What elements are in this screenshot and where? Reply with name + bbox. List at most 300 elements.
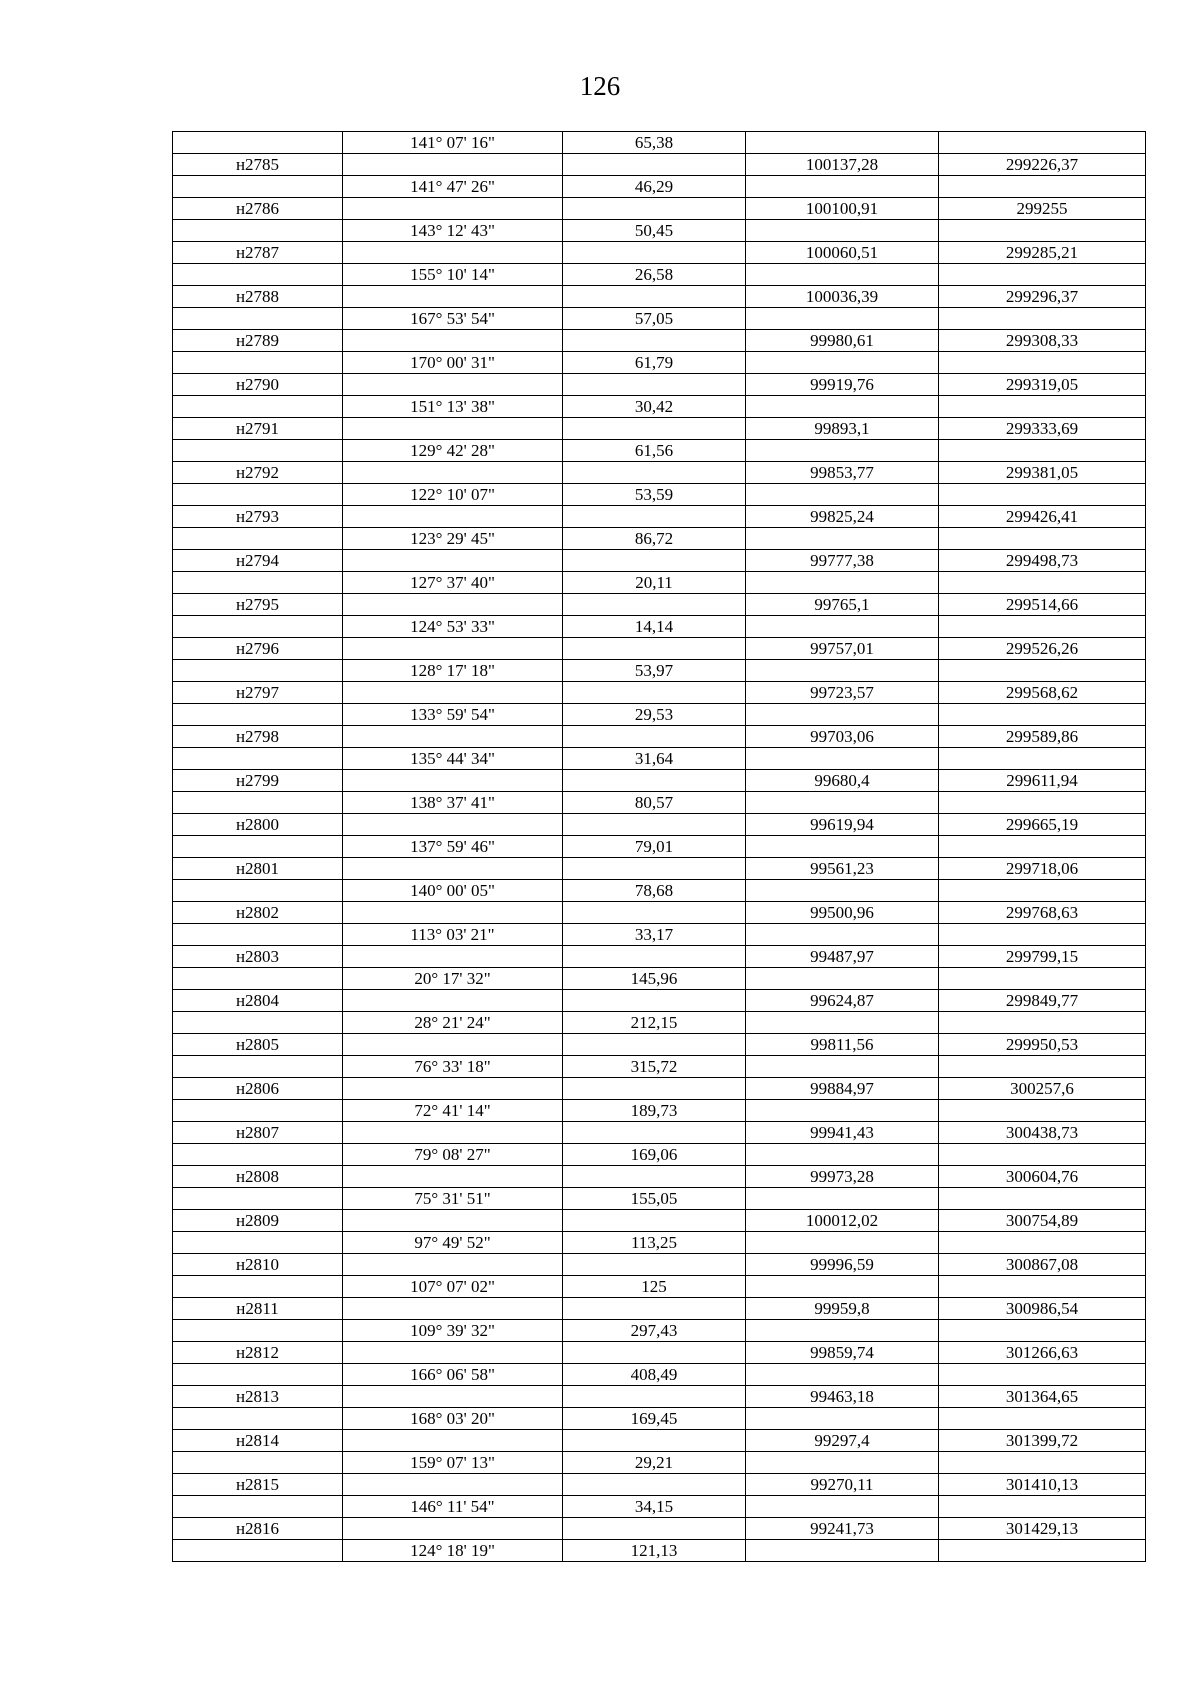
point-name-cell	[173, 220, 343, 242]
y-coordinate-cell: 299255	[939, 198, 1146, 220]
distance-cell: 212,15	[563, 1012, 746, 1034]
page-number: 126	[579, 71, 621, 101]
direction-angle-cell	[343, 1034, 563, 1056]
distance-cell: 78,68	[563, 880, 746, 902]
direction-angle-cell	[343, 1078, 563, 1100]
table-row	[173, 1100, 1146, 1122]
x-coordinate-cell	[746, 880, 939, 902]
point-name-cell	[173, 880, 343, 902]
table-row	[173, 1122, 1146, 1144]
point-name-cell	[173, 1056, 343, 1078]
point-name-cell: н2807	[173, 1122, 343, 1144]
point-name-cell: н2806	[173, 1078, 343, 1100]
table-row	[173, 990, 1146, 1012]
x-coordinate-cell: 99825,24	[746, 506, 939, 528]
direction-angle-cell: 159° 07' 13"	[343, 1452, 563, 1474]
x-coordinate-cell	[746, 528, 939, 550]
distance-cell	[563, 1166, 746, 1188]
distance-cell: 121,13	[563, 1540, 746, 1562]
y-coordinate-cell	[939, 880, 1146, 902]
distance-cell	[563, 1474, 746, 1496]
direction-angle-cell	[343, 726, 563, 748]
y-coordinate-cell: 300754,89	[939, 1210, 1146, 1232]
point-name-cell: н2814	[173, 1430, 343, 1452]
direction-angle-cell	[343, 242, 563, 264]
distance-cell: 53,97	[563, 660, 746, 682]
distance-cell: 33,17	[563, 924, 746, 946]
distance-cell: 189,73	[563, 1100, 746, 1122]
point-name-cell	[173, 1496, 343, 1518]
point-name-cell	[173, 352, 343, 374]
x-coordinate-cell: 99561,23	[746, 858, 939, 880]
y-coordinate-cell	[939, 484, 1146, 506]
direction-angle-cell: 167° 53' 54"	[343, 308, 563, 330]
direction-angle-cell: 140° 00' 05"	[343, 880, 563, 902]
table-row	[173, 286, 1146, 308]
x-coordinate-cell	[746, 1144, 939, 1166]
direction-angle-cell: 138° 37' 41"	[343, 792, 563, 814]
x-coordinate-cell	[746, 308, 939, 330]
point-name-cell	[173, 572, 343, 594]
x-coordinate-cell: 99859,74	[746, 1342, 939, 1364]
x-coordinate-cell	[746, 1540, 939, 1562]
point-name-cell	[173, 616, 343, 638]
table-row	[173, 902, 1146, 924]
y-coordinate-cell	[939, 352, 1146, 374]
y-coordinate-cell	[939, 704, 1146, 726]
table-row	[173, 528, 1146, 550]
y-coordinate-cell	[939, 1320, 1146, 1342]
distance-cell: 20,11	[563, 572, 746, 594]
point-name-cell: н2813	[173, 1386, 343, 1408]
x-coordinate-cell	[746, 660, 939, 682]
distance-cell	[563, 1078, 746, 1100]
table-row	[173, 1496, 1146, 1518]
point-name-cell	[173, 1320, 343, 1342]
table-row	[173, 506, 1146, 528]
point-name-cell: н2798	[173, 726, 343, 748]
direction-angle-cell: 122° 10' 07"	[343, 484, 563, 506]
point-name-cell	[173, 1100, 343, 1122]
point-name-cell	[173, 1188, 343, 1210]
point-name-cell: н2805	[173, 1034, 343, 1056]
x-coordinate-cell: 99270,11	[746, 1474, 939, 1496]
y-coordinate-cell: 299296,37	[939, 286, 1146, 308]
direction-angle-cell	[343, 154, 563, 176]
y-coordinate-cell	[939, 660, 1146, 682]
x-coordinate-cell: 99487,97	[746, 946, 939, 968]
x-coordinate-cell: 99619,94	[746, 814, 939, 836]
table-row	[173, 1276, 1146, 1298]
coordinates-table	[172, 131, 1146, 1562]
distance-cell	[563, 198, 746, 220]
direction-angle-cell	[343, 990, 563, 1012]
point-name-cell: н2787	[173, 242, 343, 264]
y-coordinate-cell	[939, 572, 1146, 594]
y-coordinate-cell	[939, 616, 1146, 638]
x-coordinate-cell	[746, 1364, 939, 1386]
direction-angle-cell	[343, 638, 563, 660]
y-coordinate-cell	[939, 924, 1146, 946]
y-coordinate-cell: 299611,94	[939, 770, 1146, 792]
y-coordinate-cell: 300986,54	[939, 1298, 1146, 1320]
x-coordinate-cell	[746, 176, 939, 198]
y-coordinate-cell: 299498,73	[939, 550, 1146, 572]
y-coordinate-cell: 301410,13	[939, 1474, 1146, 1496]
x-coordinate-cell	[746, 264, 939, 286]
table-row	[173, 682, 1146, 704]
table-row	[173, 1012, 1146, 1034]
x-coordinate-cell	[746, 748, 939, 770]
distance-cell	[563, 550, 746, 572]
direction-angle-cell	[343, 198, 563, 220]
x-coordinate-cell	[746, 1408, 939, 1430]
x-coordinate-cell: 99757,01	[746, 638, 939, 660]
y-coordinate-cell	[939, 1496, 1146, 1518]
point-name-cell: н2811	[173, 1298, 343, 1320]
x-coordinate-cell	[746, 1056, 939, 1078]
point-name-cell: н2790	[173, 374, 343, 396]
x-coordinate-cell: 99241,73	[746, 1518, 939, 1540]
point-name-cell	[173, 660, 343, 682]
distance-cell: 113,25	[563, 1232, 746, 1254]
distance-cell: 145,96	[563, 968, 746, 990]
y-coordinate-cell	[939, 1408, 1146, 1430]
distance-cell	[563, 374, 746, 396]
distance-cell: 80,57	[563, 792, 746, 814]
y-coordinate-cell: 299285,21	[939, 242, 1146, 264]
distance-cell	[563, 462, 746, 484]
distance-cell	[563, 330, 746, 352]
direction-angle-cell: 107° 07' 02"	[343, 1276, 563, 1298]
x-coordinate-cell	[746, 132, 939, 154]
distance-cell: 30,42	[563, 396, 746, 418]
y-coordinate-cell: 300867,08	[939, 1254, 1146, 1276]
direction-angle-cell: 28° 21' 24"	[343, 1012, 563, 1034]
direction-angle-cell	[343, 506, 563, 528]
distance-cell: 34,15	[563, 1496, 746, 1518]
direction-angle-cell: 170° 00' 31"	[343, 352, 563, 374]
direction-angle-cell	[343, 1166, 563, 1188]
distance-cell: 53,59	[563, 484, 746, 506]
x-coordinate-cell: 99853,77	[746, 462, 939, 484]
table-row	[173, 814, 1146, 836]
distance-cell: 31,64	[563, 748, 746, 770]
table-row	[173, 836, 1146, 858]
direction-angle-cell	[343, 1254, 563, 1276]
x-coordinate-cell: 99463,18	[746, 1386, 939, 1408]
x-coordinate-cell: 99959,8	[746, 1298, 939, 1320]
y-coordinate-cell	[939, 836, 1146, 858]
table-row	[173, 176, 1146, 198]
point-name-cell: н2803	[173, 946, 343, 968]
distance-cell: 169,06	[563, 1144, 746, 1166]
point-name-cell: н2791	[173, 418, 343, 440]
direction-angle-cell	[343, 682, 563, 704]
distance-cell: 50,45	[563, 220, 746, 242]
y-coordinate-cell: 299718,06	[939, 858, 1146, 880]
x-coordinate-cell: 99811,56	[746, 1034, 939, 1056]
table-row	[173, 748, 1146, 770]
direction-angle-cell: 151° 13' 38"	[343, 396, 563, 418]
direction-angle-cell: 123° 29' 45"	[343, 528, 563, 550]
table-row	[173, 264, 1146, 286]
direction-angle-cell: 143° 12' 43"	[343, 220, 563, 242]
direction-angle-cell	[343, 1298, 563, 1320]
table-row	[173, 242, 1146, 264]
direction-angle-cell: 109° 39' 32"	[343, 1320, 563, 1342]
direction-angle-cell	[343, 1386, 563, 1408]
distance-cell: 29,21	[563, 1452, 746, 1474]
y-coordinate-cell: 299319,05	[939, 374, 1146, 396]
y-coordinate-cell	[939, 396, 1146, 418]
table-row	[173, 704, 1146, 726]
y-coordinate-cell: 299514,66	[939, 594, 1146, 616]
direction-angle-cell	[343, 374, 563, 396]
y-coordinate-cell: 299665,19	[939, 814, 1146, 836]
direction-angle-cell: 124° 18' 19"	[343, 1540, 563, 1562]
point-name-cell: н2812	[173, 1342, 343, 1364]
table-row	[173, 726, 1146, 748]
distance-cell: 155,05	[563, 1188, 746, 1210]
coordinates-table-body	[173, 132, 1146, 1562]
distance-cell	[563, 286, 746, 308]
direction-angle-cell	[343, 330, 563, 352]
x-coordinate-cell	[746, 968, 939, 990]
direction-angle-cell: 133° 59' 54"	[343, 704, 563, 726]
y-coordinate-cell	[939, 176, 1146, 198]
distance-cell	[563, 506, 746, 528]
table-row	[173, 1188, 1146, 1210]
direction-angle-cell: 97° 49' 52"	[343, 1232, 563, 1254]
direction-angle-cell	[343, 902, 563, 924]
table-row	[173, 880, 1146, 902]
table-row	[173, 1540, 1146, 1562]
table-row	[173, 858, 1146, 880]
x-coordinate-cell	[746, 1496, 939, 1518]
table-row	[173, 132, 1146, 154]
point-name-cell	[173, 484, 343, 506]
direction-angle-cell: 128° 17' 18"	[343, 660, 563, 682]
y-coordinate-cell: 299589,86	[939, 726, 1146, 748]
direction-angle-cell: 141° 07' 16"	[343, 132, 563, 154]
table-row	[173, 220, 1146, 242]
x-coordinate-cell: 99500,96	[746, 902, 939, 924]
point-name-cell	[173, 1408, 343, 1430]
distance-cell: 297,43	[563, 1320, 746, 1342]
distance-cell: 29,53	[563, 704, 746, 726]
table-row	[173, 770, 1146, 792]
y-coordinate-cell: 300438,73	[939, 1122, 1146, 1144]
distance-cell	[563, 902, 746, 924]
table-row	[173, 1232, 1146, 1254]
table-row	[173, 374, 1146, 396]
point-name-cell	[173, 396, 343, 418]
x-coordinate-cell	[746, 616, 939, 638]
direction-angle-cell: 20° 17' 32"	[343, 968, 563, 990]
distance-cell	[563, 682, 746, 704]
x-coordinate-cell: 99980,61	[746, 330, 939, 352]
y-coordinate-cell	[939, 1232, 1146, 1254]
y-coordinate-cell: 301364,65	[939, 1386, 1146, 1408]
point-name-cell	[173, 1012, 343, 1034]
x-coordinate-cell: 99680,4	[746, 770, 939, 792]
y-coordinate-cell: 299526,26	[939, 638, 1146, 660]
table-row	[173, 638, 1146, 660]
x-coordinate-cell	[746, 396, 939, 418]
point-name-cell: н2799	[173, 770, 343, 792]
y-coordinate-cell: 300604,76	[939, 1166, 1146, 1188]
direction-angle-cell: 146° 11' 54"	[343, 1496, 563, 1518]
point-name-cell	[173, 1540, 343, 1562]
table-row	[173, 1386, 1146, 1408]
table-row	[173, 946, 1146, 968]
point-name-cell	[173, 748, 343, 770]
x-coordinate-cell: 99703,06	[746, 726, 939, 748]
direction-angle-cell	[343, 1210, 563, 1232]
x-coordinate-cell	[746, 1100, 939, 1122]
x-coordinate-cell: 99765,1	[746, 594, 939, 616]
table-row	[173, 1342, 1146, 1364]
distance-cell: 79,01	[563, 836, 746, 858]
direction-angle-cell	[343, 770, 563, 792]
distance-cell: 86,72	[563, 528, 746, 550]
x-coordinate-cell	[746, 1452, 939, 1474]
point-name-cell	[173, 1364, 343, 1386]
direction-angle-cell	[343, 1342, 563, 1364]
y-coordinate-cell	[939, 968, 1146, 990]
point-name-cell: н2789	[173, 330, 343, 352]
table-row	[173, 308, 1146, 330]
y-coordinate-cell	[939, 1364, 1146, 1386]
table-row	[173, 198, 1146, 220]
y-coordinate-cell	[939, 792, 1146, 814]
table-row	[173, 572, 1146, 594]
y-coordinate-cell: 301266,63	[939, 1342, 1146, 1364]
direction-angle-cell	[343, 1474, 563, 1496]
y-coordinate-cell: 299799,15	[939, 946, 1146, 968]
distance-cell	[563, 154, 746, 176]
distance-cell	[563, 726, 746, 748]
y-coordinate-cell	[939, 1100, 1146, 1122]
table-row	[173, 594, 1146, 616]
y-coordinate-cell	[939, 528, 1146, 550]
y-coordinate-cell	[939, 1188, 1146, 1210]
distance-cell: 57,05	[563, 308, 746, 330]
distance-cell: 408,49	[563, 1364, 746, 1386]
y-coordinate-cell	[939, 132, 1146, 154]
x-coordinate-cell: 99973,28	[746, 1166, 939, 1188]
point-name-cell: н2804	[173, 990, 343, 1012]
x-coordinate-cell	[746, 572, 939, 594]
direction-angle-cell	[343, 1122, 563, 1144]
table-row	[173, 1408, 1146, 1430]
point-name-cell: н2809	[173, 1210, 343, 1232]
point-name-cell: н2797	[173, 682, 343, 704]
table-row	[173, 1320, 1146, 1342]
x-coordinate-cell	[746, 1232, 939, 1254]
point-name-cell: н2815	[173, 1474, 343, 1496]
distance-cell	[563, 990, 746, 1012]
table-row	[173, 1210, 1146, 1232]
y-coordinate-cell	[939, 308, 1146, 330]
point-name-cell	[173, 1144, 343, 1166]
point-name-cell: н2801	[173, 858, 343, 880]
point-name-cell	[173, 792, 343, 814]
distance-cell: 26,58	[563, 264, 746, 286]
y-coordinate-cell: 299568,62	[939, 682, 1146, 704]
table-row	[173, 968, 1146, 990]
distance-cell	[563, 814, 746, 836]
direction-angle-cell: 124° 53' 33"	[343, 616, 563, 638]
table-row	[173, 660, 1146, 682]
table-row	[173, 1518, 1146, 1540]
y-coordinate-cell	[939, 220, 1146, 242]
direction-angle-cell: 168° 03' 20"	[343, 1408, 563, 1430]
table-row	[173, 550, 1146, 572]
direction-angle-cell	[343, 858, 563, 880]
x-coordinate-cell	[746, 352, 939, 374]
y-coordinate-cell: 299950,53	[939, 1034, 1146, 1056]
y-coordinate-cell	[939, 1452, 1146, 1474]
distance-cell	[563, 594, 746, 616]
point-name-cell	[173, 924, 343, 946]
y-coordinate-cell	[939, 1012, 1146, 1034]
x-coordinate-cell: 99624,87	[746, 990, 939, 1012]
direction-angle-cell	[343, 462, 563, 484]
distance-cell: 61,79	[563, 352, 746, 374]
direction-angle-cell: 75° 31' 51"	[343, 1188, 563, 1210]
direction-angle-cell: 79° 08' 27"	[343, 1144, 563, 1166]
x-coordinate-cell	[746, 1276, 939, 1298]
table-row	[173, 924, 1146, 946]
point-name-cell	[173, 176, 343, 198]
y-coordinate-cell	[939, 1540, 1146, 1562]
x-coordinate-cell: 100060,51	[746, 242, 939, 264]
point-name-cell	[173, 308, 343, 330]
point-name-cell: н2786	[173, 198, 343, 220]
table-row	[173, 1034, 1146, 1056]
point-name-cell: н2795	[173, 594, 343, 616]
distance-cell: 125	[563, 1276, 746, 1298]
distance-cell	[563, 638, 746, 660]
y-coordinate-cell: 299849,77	[939, 990, 1146, 1012]
point-name-cell	[173, 264, 343, 286]
point-name-cell	[173, 528, 343, 550]
table-row	[173, 616, 1146, 638]
distance-cell: 65,38	[563, 132, 746, 154]
direction-angle-cell: 137° 59' 46"	[343, 836, 563, 858]
direction-angle-cell	[343, 418, 563, 440]
table-row	[173, 154, 1146, 176]
distance-cell	[563, 1430, 746, 1452]
direction-angle-cell: 72° 41' 14"	[343, 1100, 563, 1122]
direction-angle-cell: 166° 06' 58"	[343, 1364, 563, 1386]
direction-angle-cell: 76° 33' 18"	[343, 1056, 563, 1078]
table-row	[173, 396, 1146, 418]
distance-cell	[563, 1298, 746, 1320]
y-coordinate-cell: 299333,69	[939, 418, 1146, 440]
x-coordinate-cell: 99884,97	[746, 1078, 939, 1100]
y-coordinate-cell	[939, 1144, 1146, 1166]
y-coordinate-cell	[939, 748, 1146, 770]
y-coordinate-cell: 299768,63	[939, 902, 1146, 924]
distance-cell	[563, 1386, 746, 1408]
distance-cell	[563, 770, 746, 792]
distance-cell	[563, 1254, 746, 1276]
y-coordinate-cell: 301429,13	[939, 1518, 1146, 1540]
table-row	[173, 330, 1146, 352]
